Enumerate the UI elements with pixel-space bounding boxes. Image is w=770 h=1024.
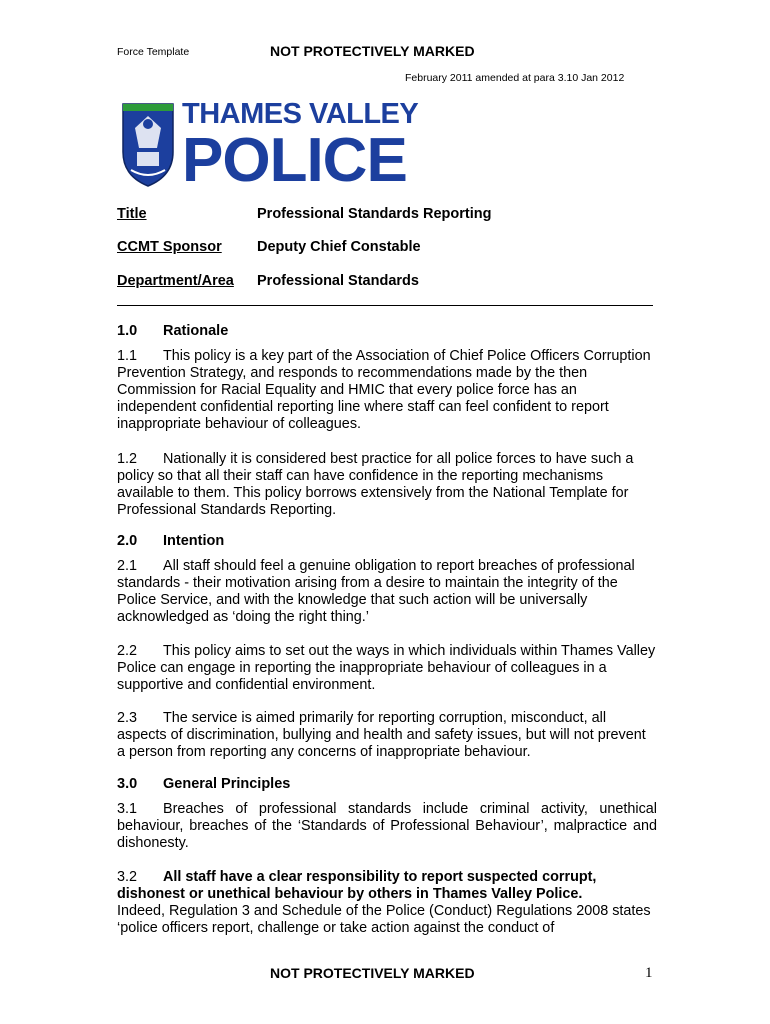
- paragraph-2-2: [117, 643, 657, 694]
- page-number: 1: [645, 965, 653, 981]
- date-note: February 2011 amended at para 3.10 Jan 2012: [405, 72, 625, 84]
- paragraph-number: 2.1: [117, 558, 138, 574]
- protective-marking-header: NOT PROTECTIVELY MARKED: [270, 43, 475, 59]
- paragraph-text: All staff should feel a genuine obligation to report breaches of professional standards - their motivation arising from a desire to maintain the integrity of the Police Service, and with the knowledge that such action will be universally acknowledged as ‘doing the right thing.’: [117, 558, 635, 625]
- meta-label-department: Department/Area: [117, 273, 234, 289]
- paragraph-number: 3.1: [117, 801, 138, 817]
- paragraph-text: Indeed, Regulation 3 and Schedule of the Police (Conduct) Regulations 2008 states ‘police officers report, challenge or take action against the conduct of: [117, 903, 651, 936]
- paragraph-text: The service is aimed primarily for reporting corruption, misconduct, all aspects of discrimination, bullying and health and safety issues, but will not prevent a person from reporting any concerns of inappropriate behaviour.: [117, 710, 646, 760]
- paragraph-3-2: [117, 869, 657, 937]
- paragraph-number: 2.3: [117, 710, 138, 726]
- meta-label-title: Title: [117, 206, 147, 222]
- meta-value-department: Professional Standards: [257, 273, 419, 289]
- section-3-title: General Principles: [163, 776, 291, 792]
- paragraph-bold-text: All staff have a clear responsibility to report suspected corrupt, dishonest or unethical behaviour by others in Thames Valley Police.: [117, 869, 597, 902]
- crest-icon: [117, 100, 179, 190]
- paragraph-text: Breaches of professional standards include criminal activity, unethical behaviour, breaches of the ‘Standards of Professional Behaviour’, malpractice and dishonesty.: [117, 801, 657, 851]
- paragraph-2-1: [117, 558, 657, 626]
- paragraph-number: 1.2: [117, 451, 138, 467]
- meta-label-sponsor: CCMT Sponsor: [117, 239, 222, 255]
- paragraph-1-1: [117, 348, 657, 433]
- section-2-number: 2.0: [117, 533, 138, 549]
- paragraph-text: This policy aims to set out the ways in which individuals within Thames Valley Police can engage in reporting the inappropriate behaviour of colleagues in a supportive and confidential environment.: [117, 643, 656, 693]
- section-1-number: 1.0: [117, 323, 138, 339]
- section-1-title: Rationale: [163, 323, 229, 339]
- meta-value-title: Professional Standards Reporting: [257, 206, 492, 222]
- paragraph-3-1: [117, 801, 657, 852]
- crest-logo: [117, 100, 179, 190]
- template-label: Force Template: [117, 46, 190, 58]
- logo-line-police: POLICE: [182, 126, 407, 195]
- paragraph-2-3: [117, 710, 657, 761]
- section-3-number: 3.0: [117, 776, 138, 792]
- paragraph-text: This policy is a key part of the Association of Chief Police Officers Corruption Prevention Strategy, and responds to recommendations made by the then Commission for Racial Equality and HMIC that every police force has an independent confidential reporting line where staff can feel confident to report inappropriate behaviour of colleagues.: [117, 348, 651, 432]
- paragraph-number: 1.1: [117, 348, 138, 364]
- section-2-title: Intention: [163, 533, 225, 549]
- protective-marking-footer: NOT PROTECTIVELY MARKED: [270, 965, 475, 981]
- meta-value-sponsor: Deputy Chief Constable: [257, 239, 421, 255]
- paragraph-1-2: [117, 451, 657, 519]
- paragraph-number: 3.2: [117, 869, 138, 885]
- header-divider: [117, 305, 653, 306]
- logo-line-thames-valley: THAMES VALLEY: [182, 98, 419, 130]
- paragraph-text: Nationally it is considered best practice for all police forces to have such a policy so that all their staff can have confidence in the reporting mechanisms available to them. This policy borrows extensively from the National Template for Professional Standards Reporting.: [117, 451, 634, 518]
- paragraph-number: 2.2: [117, 643, 138, 659]
